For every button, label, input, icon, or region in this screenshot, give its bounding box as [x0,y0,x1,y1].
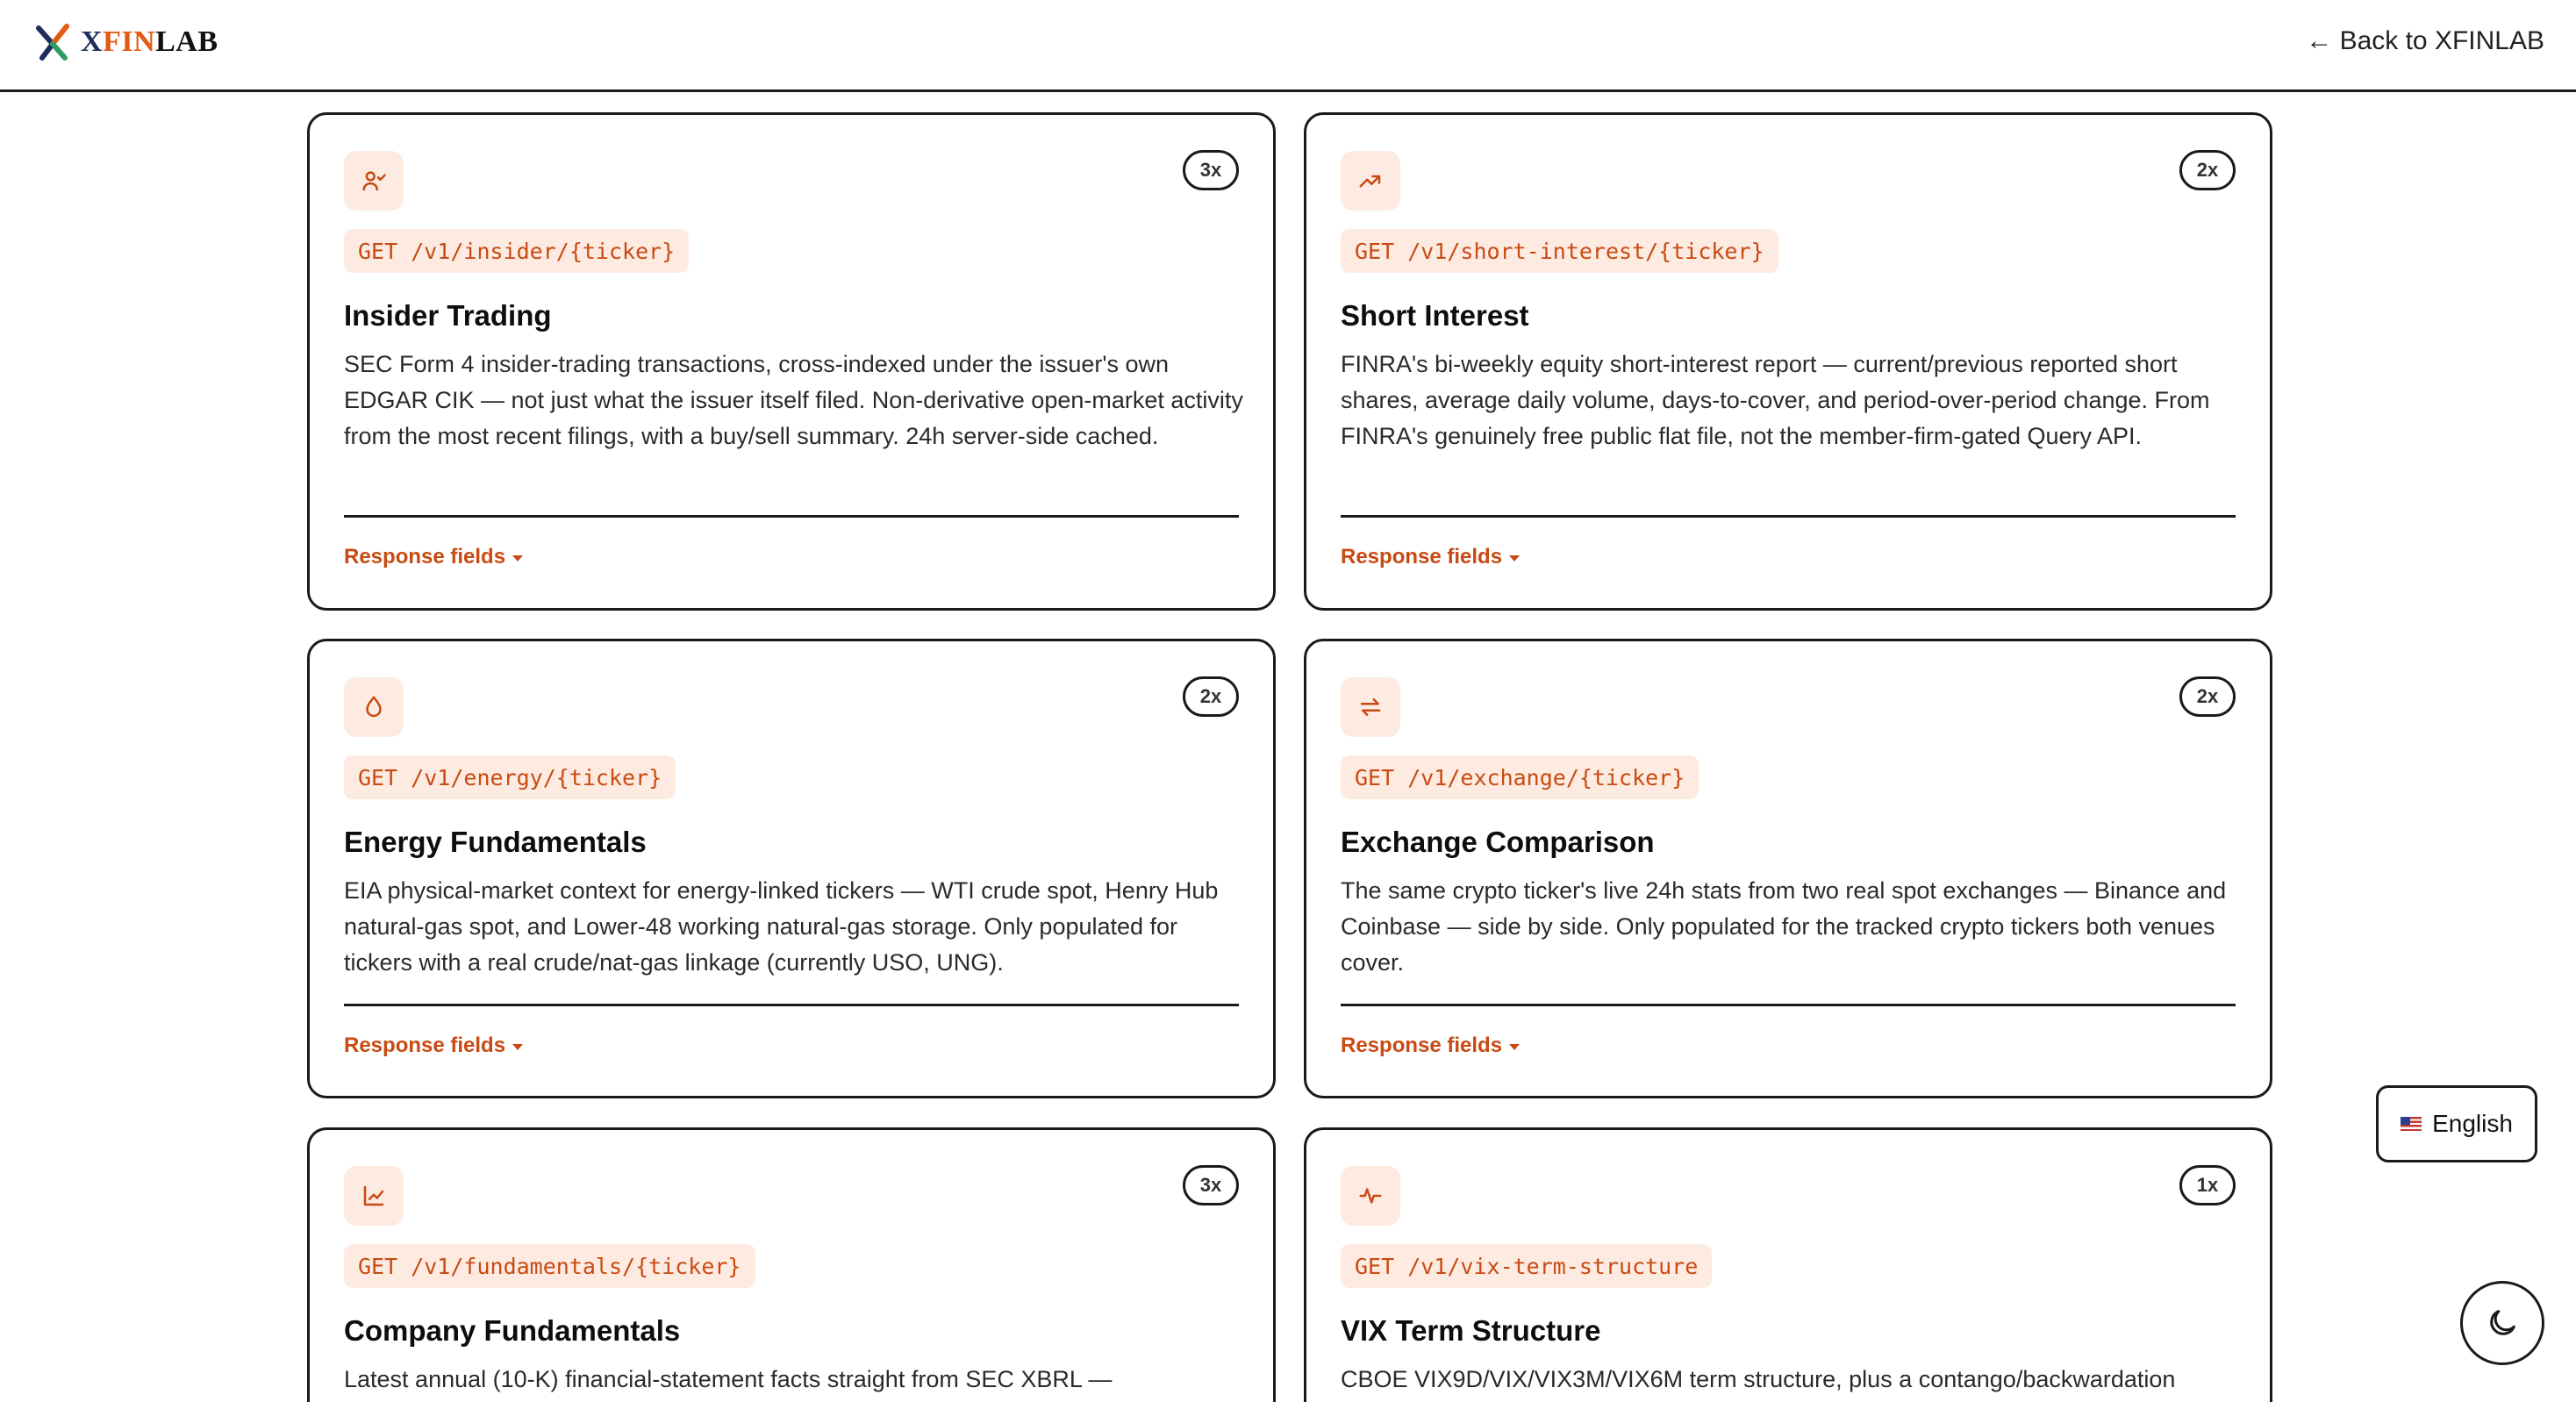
card-title: Company Fundamentals [344,1314,681,1347]
endpoint-card-insider [307,112,1276,611]
caret-down-icon [512,1044,523,1050]
response-fields-toggle[interactable]: Response fields [344,1034,523,1058]
cost-badge: 2x [2179,676,2236,717]
card-title: Short Interest [1341,299,1529,332]
card-title: Energy Fundamentals [344,826,647,858]
card-description: CBOE VIX9D/VIX/VIX3M/VIX6M term structure, plus a contango/backwardation [1341,1366,2176,1392]
response-fields-toggle[interactable]: Response fields [1341,1034,1520,1058]
caret-down-icon [512,555,523,562]
response-fields-toggle[interactable]: Response fields [1341,545,1520,569]
cost-badge: 3x [1183,1165,1239,1205]
endpoint-path: GET /v1/exchange/{ticker} [1341,755,1699,799]
activity-icon [1341,1166,1400,1226]
language-label: English [2432,1110,2513,1137]
cost-badge: 2x [2179,150,2236,190]
top-header [0,0,2576,92]
trending-up-icon [1341,151,1400,211]
xfinlab-logo[interactable] [35,23,218,61]
user-check-icon [344,151,404,211]
card-divider [344,515,1239,518]
endpoint-card-short-interest [1304,112,2272,611]
logo-text: XFINLAB [81,25,218,58]
card-description: The same crypto ticker's live 24h stats from two real spot exchanges — Binance and Coinbase — side by side. Only populated for the tracked crypto tickers both venues cover. [1341,877,2227,976]
moon-icon [2485,1305,2520,1341]
endpoint-path: GET /v1/insider/{ticker} [344,229,689,273]
response-fields-toggle[interactable]: Response fields [344,545,523,569]
xfinlab-logo-icon [35,23,72,61]
cost-badge: 1x [2179,1165,2236,1205]
card-title: Exchange Comparison [1341,826,1655,858]
endpoint-card-fundamentals [307,1127,1276,1402]
endpoint-path: GET /v1/short-interest/{ticker} [1341,229,1778,273]
caret-down-icon [1509,1044,1520,1050]
endpoint-path: GET /v1/fundamentals/{ticker} [344,1244,755,1288]
back-to-xfinlab-link[interactable]: ← Back to XFINLAB [2306,26,2544,55]
card-divider [344,1004,1239,1006]
card-description: SEC Form 4 insider-trading transactions, cross-indexed under the issuer's own EDGAR CIK — not just what the issuer itself filed. Non-derivative open-market activity from the most recent filings, with a buy/sell summary. 24h server-side cached. [344,351,1243,449]
endpoint-card-exchange [1304,639,2272,1098]
us-flag-icon [2401,1117,2422,1131]
endpoint-card-vix [1304,1127,2272,1402]
line-chart-icon [344,1166,404,1226]
card-description: FINRA's bi-weekly equity short-interest report — current/previous reported short shares, average daily volume, days-to-cover, and period-over-period change. From FINRA's genuinely free public flat file, not the member-firm-gated Query API. [1341,351,2210,449]
card-description: EIA physical-market context for energy-linked tickers — WTI crude spot, Henry Hub natural-gas spot, and Lower-48 working natural-gas storage. Only populated for tickers with a real crude/nat-gas linkage (currently USO, UNG). [344,877,1219,976]
language-selector[interactable] [2376,1085,2537,1162]
endpoint-path: GET /v1/vix-term-structure [1341,1244,1712,1288]
theme-toggle-button[interactable] [2460,1281,2544,1365]
cost-badge: 3x [1183,150,1239,190]
card-title: Insider Trading [344,299,552,332]
droplet-icon [344,677,404,737]
card-title: VIX Term Structure [1341,1314,1601,1347]
card-divider [1341,515,2236,518]
card-description: Latest annual (10-K) financial-statement facts straight from SEC XBRL — [344,1366,1113,1392]
endpoint-path: GET /v1/energy/{ticker} [344,755,676,799]
cost-badge: 2x [1183,676,1239,717]
caret-down-icon [1509,555,1520,562]
endpoint-card-energy [307,639,1276,1098]
card-divider [1341,1004,2236,1006]
arrows-exchange-icon [1341,677,1400,737]
